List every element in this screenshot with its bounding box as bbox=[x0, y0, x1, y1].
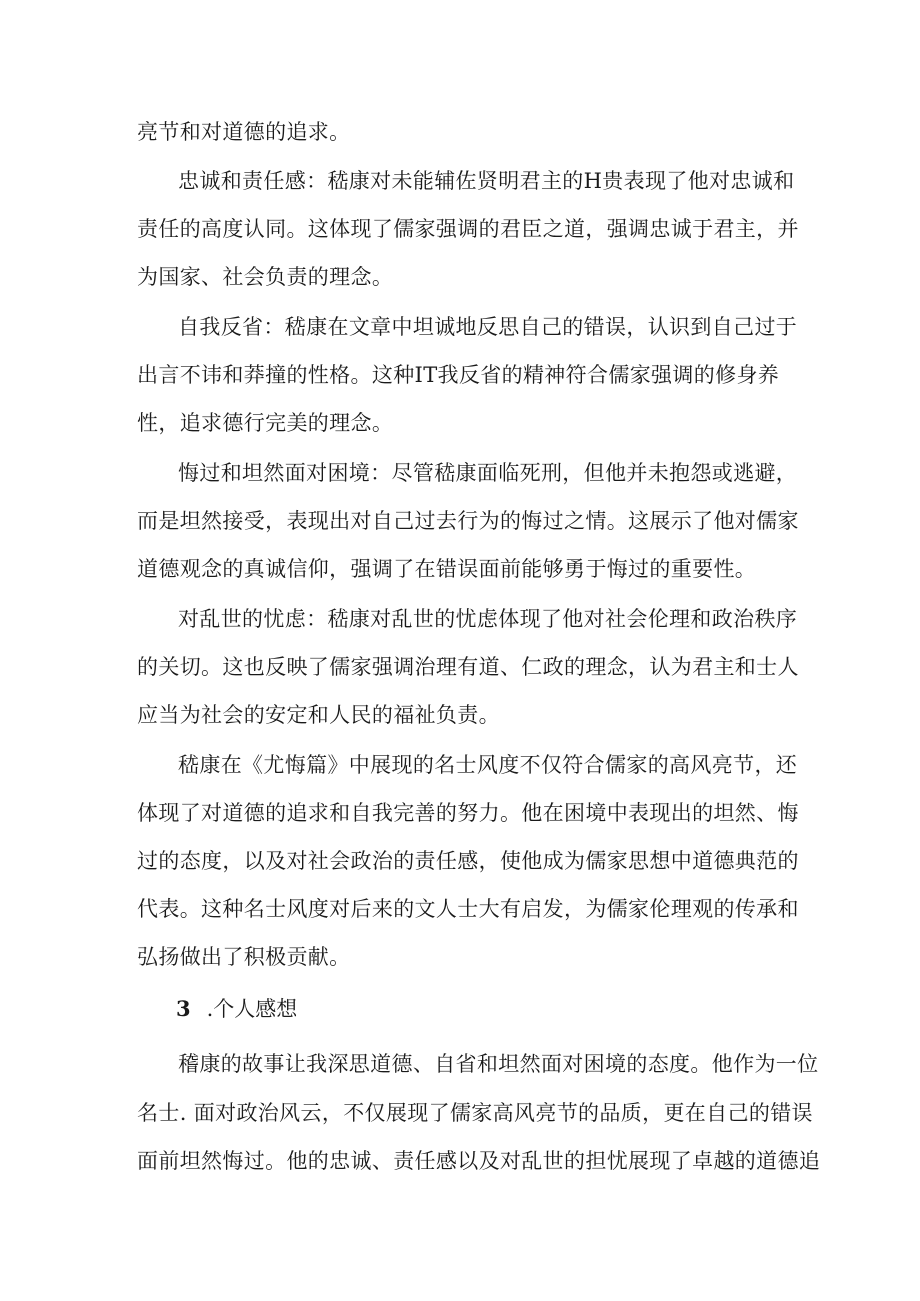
paragraph-summary-line: 过的态度，以及对社会政治的责任感，使他成为儒家思想中道德典范的 bbox=[137, 849, 799, 873]
paragraph-repentance-line: 悔过和坦然面对困境：尽管嵇康面临死刑，但他并未抱怨或逃避， bbox=[178, 461, 798, 485]
paragraph-reflection-line: 面前坦然悔过。他的忠诚、责任感以及对乱世的担忧展现了卓越的道德追 bbox=[137, 1149, 821, 1173]
text-line: 亮节和对道德的追求。 bbox=[137, 120, 351, 144]
paragraph-reflection-line: 名士. 面对政治风云，不仅展现了儒家高风亮节的品质，更在自己的错误 bbox=[137, 1101, 813, 1125]
paragraph-summary-line: 嵇康在《尤悔篇》中展现的名士风度不仅符合儒家的高风亮节，还 bbox=[178, 753, 798, 777]
paragraph-repentance-line: 道德观念的真诚信仰，强调了在错误面前能够勇于悔过的重要性。 bbox=[137, 557, 757, 581]
paragraph-repentance-line: 而是坦然接受，表现出对自己过去行为的悔过之情。这展示了他对儒家 bbox=[137, 509, 799, 533]
paragraph-reflection-line: 稽康的故事让我深思道德、自省和坦然面对困境的态度。他作为一位 bbox=[178, 1052, 819, 1076]
paragraph-summary-line: 代表。这种名士风度对后来的文人士大有启发，为儒家伦理观的传承和 bbox=[137, 897, 799, 921]
paragraph-self-reflection-line: 性，追求德行完美的理念。 bbox=[137, 411, 394, 435]
paragraph-loyalty-line: 忠诚和责任感：嵇康对未能辅佐贤明君主的H贵表现了他对忠诚和 bbox=[178, 169, 795, 193]
section-heading-number: 3 bbox=[176, 996, 191, 1021]
paragraph-turmoil-line: 的关切。这也反映了儒家强调治理有道、仁政的理念，认为君主和士人 bbox=[137, 655, 799, 679]
paragraph-self-reflection-line: 出言不讳和莽撞的性格。这种IT我反省的精神符合儒家强调的修身养 bbox=[137, 363, 780, 387]
paragraph-summary-line: 体现了对道德的追求和自我完善的努力。他在困境中表现出的坦然、悔 bbox=[137, 801, 799, 825]
paragraph-loyalty-line: 责任的高度认同。这体现了儒家强调的君臣之道，强调忠诚于君主，并 bbox=[137, 217, 799, 241]
paragraph-self-reflection-line: 自我反省：嵇康在文章中坦诚地反思自己的错误，认识到自己过于 bbox=[178, 315, 798, 339]
section-heading-title: .个人感想 bbox=[206, 997, 298, 1021]
paragraph-loyalty-line: 为国家、社会负责的理念。 bbox=[137, 265, 394, 289]
paragraph-summary-line: 弘扬做出了积极贡献。 bbox=[137, 945, 351, 969]
paragraph-turmoil-line: 对乱世的忧虑：嵇康对乱世的忧虑体现了他对社会伦理和政治秩序 bbox=[178, 607, 798, 631]
paragraph-turmoil-line: 应当为社会的安定和人民的福祉负责。 bbox=[137, 703, 500, 727]
section-heading bbox=[176, 995, 297, 1023]
